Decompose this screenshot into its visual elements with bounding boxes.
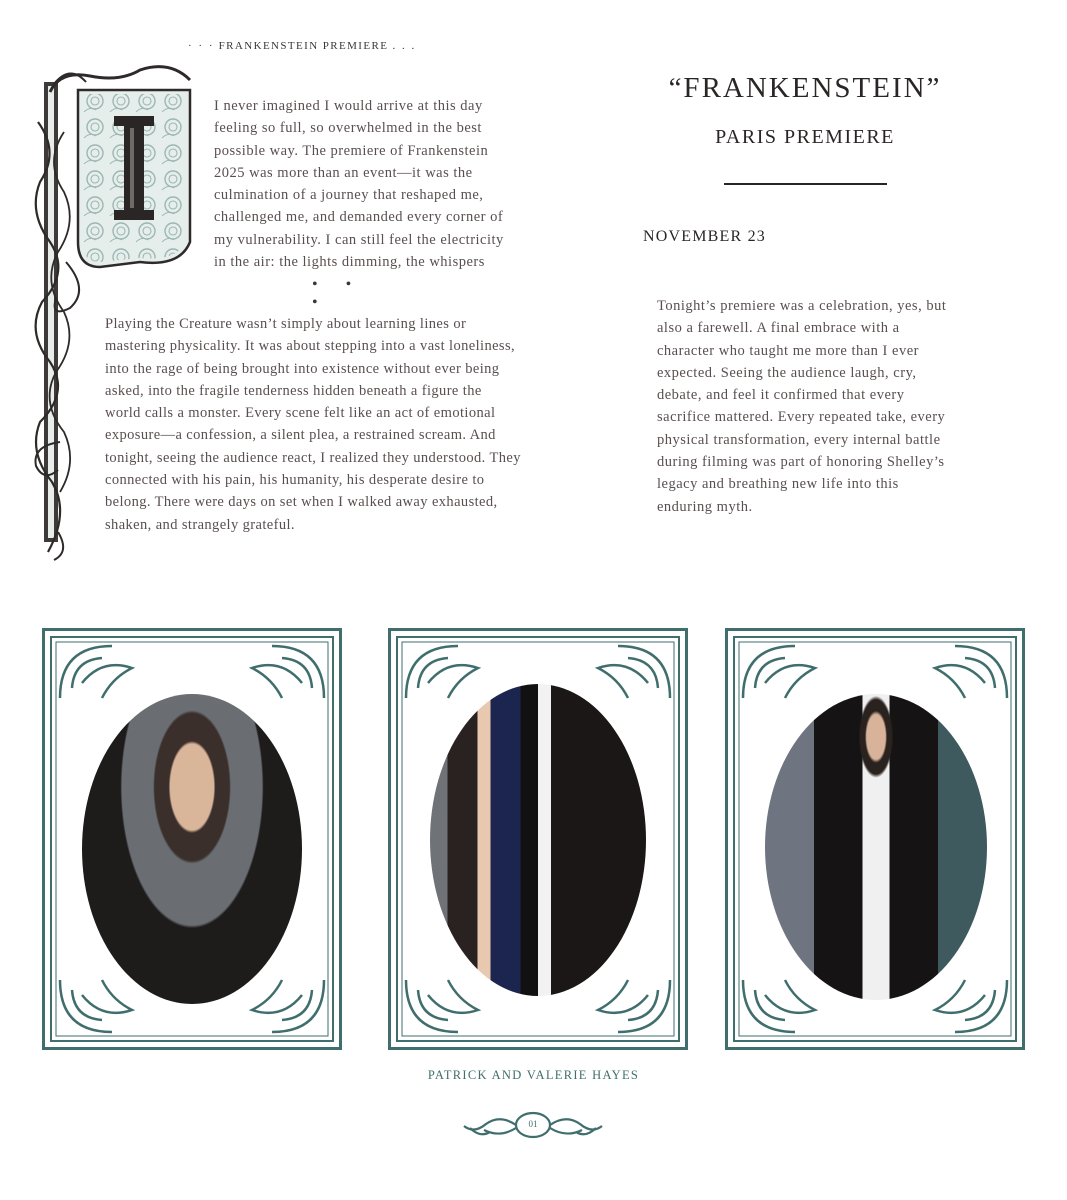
text-line: connected with his pain, his humanity, his desperate desire to bbox=[105, 472, 485, 489]
text-line: asked, into the fragile tenderness hidden beneath a figure the bbox=[105, 382, 482, 399]
text-line: culmination of a journey that reshaped me, bbox=[214, 187, 484, 204]
text-line: belong. There were days on set when I walked away exhausted, bbox=[105, 494, 498, 511]
text-line: during filming was part of honoring Shelley’s bbox=[657, 454, 945, 471]
text-line: Playing the Creature wasn’t simply about learning lines or bbox=[105, 316, 467, 332]
title-rule bbox=[724, 183, 887, 185]
kicker-dots-left: · · · bbox=[188, 40, 215, 52]
intro-paragraph bbox=[214, 95, 544, 273]
text-line: I never imagined I would arrive at this day bbox=[214, 98, 483, 114]
photo-frame-1 bbox=[42, 628, 342, 1050]
text-line: into the rage of being brought into existence without ever being bbox=[105, 360, 500, 377]
couple-photo bbox=[430, 684, 646, 996]
kicker-text: FRANKENSTEIN PREMIERE bbox=[218, 40, 389, 52]
text-line: sacrifice mattered. Every repeated take, every bbox=[657, 409, 946, 426]
side-paragraph bbox=[657, 295, 987, 518]
text-line: legacy and breathing new life into this bbox=[657, 476, 899, 493]
text-line: shaken, and strangely grateful. bbox=[105, 516, 295, 533]
photo-caption: PATRICK AND VALERIE HAYES bbox=[427, 1068, 640, 1082]
text-line: physical transformation, every internal battle bbox=[657, 431, 941, 448]
text-line: exposure—a confession, a silent plea, a restrained scream. And bbox=[105, 427, 496, 444]
text-line: mastering physicality. It was about stepping into a vast loneliness, bbox=[105, 338, 516, 355]
page-folio bbox=[460, 1108, 606, 1146]
page-subtitle: PARIS PREMIERE bbox=[715, 126, 895, 148]
text-line: also a farewell. A final embrace with a bbox=[657, 320, 900, 337]
text-line: in the air: the lights dimming, the whispers bbox=[214, 254, 485, 271]
text-line: debate, and feel it confirmed that every bbox=[657, 387, 905, 404]
text-line: world calls a monster. Every scene felt like an act of emotional bbox=[105, 405, 496, 422]
text-line: challenged me, and demanded every corner of bbox=[214, 209, 504, 226]
full-body-photo bbox=[765, 694, 987, 1000]
page-number: 01 bbox=[528, 1119, 538, 1129]
section-kicker bbox=[188, 40, 416, 52]
text-line: possible way. The premiere of Frankenstein bbox=[214, 142, 489, 159]
text-line: my vulnerability. I can still feel the electricity bbox=[214, 231, 504, 248]
page-title: “FRANKENSTEIN” bbox=[668, 72, 942, 104]
photo-frame-3 bbox=[725, 628, 1025, 1050]
text-line: feeling so full, so overwhelmed in the best bbox=[214, 120, 482, 137]
photo-frame-2 bbox=[388, 628, 688, 1050]
text-line: expected. Seeing the audience laugh, cry, bbox=[657, 364, 917, 381]
kicker-dots-right: . . . bbox=[392, 40, 417, 52]
text-line: 2025 was more than an event—it was the bbox=[214, 164, 473, 181]
text-line: character who taught me more than I ever bbox=[657, 342, 919, 359]
body-paragraph bbox=[105, 313, 575, 536]
event-date: NOVEMBER 23 bbox=[643, 228, 766, 245]
text-line: Tonight’s premiere was a celebration, yes, but bbox=[657, 298, 947, 314]
text-line: tonight, seeing the audience react, I realized they understood. They bbox=[105, 449, 521, 466]
text-line: enduring myth. bbox=[657, 498, 753, 515]
portrait-photo bbox=[82, 694, 302, 1004]
section-separator: • • • bbox=[312, 276, 364, 311]
